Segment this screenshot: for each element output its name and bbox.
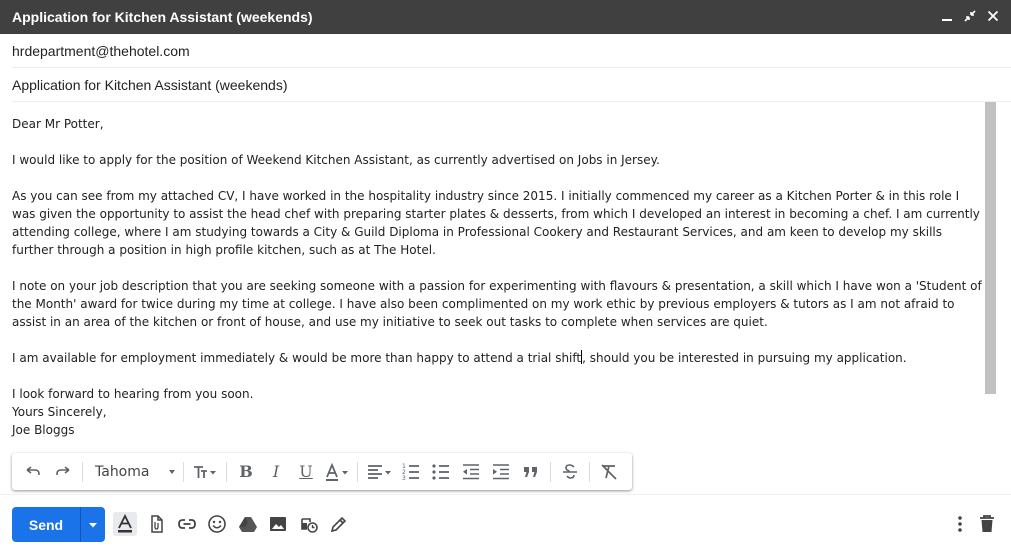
font-family-value: Tahoma: [95, 463, 150, 480]
body-paragraph-4-start: I am available for employment immediately & would be more than happy to attend a trial shift: [12, 351, 582, 365]
body-closing-line: I look forward to hearing from you soon.: [12, 387, 254, 401]
quote-icon[interactable]: [516, 457, 546, 487]
numbered-list-icon[interactable]: [396, 457, 426, 487]
body-greeting: Dear Mr Potter,: [12, 117, 104, 131]
insert-link-icon[interactable]: [175, 512, 199, 536]
align-icon[interactable]: [362, 457, 396, 487]
subject-field[interactable]: [12, 68, 1011, 102]
underline-icon[interactable]: U: [299, 462, 313, 481]
compose-bottom-bar: [0, 494, 1011, 555]
subject-text[interactable]: Application for Kitchen Assistant (weekends): [12, 76, 288, 93]
body-scrollbar[interactable]: [985, 102, 996, 394]
chevron-down-icon: [167, 467, 177, 477]
bold-icon[interactable]: B: [239, 462, 253, 481]
confidential-mode-icon[interactable]: [297, 512, 321, 536]
body-sign-off: Yours Sincerely,: [12, 405, 107, 419]
schedule-send-dropdown[interactable]: [81, 507, 105, 542]
text-color-icon[interactable]: [321, 457, 353, 487]
body-paragraph-4-end: , should you be interested in pursuing my application.: [582, 351, 907, 365]
toolbar-divider: [589, 462, 590, 482]
insert-photo-icon[interactable]: [266, 512, 290, 536]
recipients-field[interactable]: [12, 34, 1011, 68]
message-body[interactable]: [12, 115, 984, 445]
toolbar-divider: [183, 462, 184, 482]
recipient-email[interactable]: hrdepartment@thehotel.com: [12, 42, 190, 59]
minimize-icon[interactable]: [938, 6, 955, 26]
strikethrough-icon[interactable]: [555, 457, 585, 487]
font-size-icon[interactable]: [188, 457, 222, 487]
insert-signature-icon[interactable]: [327, 512, 351, 536]
toolbar-divider: [550, 462, 551, 482]
body-paragraph-2: As you can see from my attached CV, I have worked in the hospitality industry since 2015. I initially commenced my career as a Kitchen Porter & in this role I was given the opportunity to assist the head chef with preparing starter plates & desserts, from which I developed an interest in becoming a chef. I am currently attending college, where I am studying towards a City & Guild Diploma in Professional Cookery and Restaurant Services, and am keen to develop my skills further through a position in high profile kitchen, such as at The Hotel.: [12, 189, 980, 257]
exit-full-screen-icon[interactable]: [961, 6, 978, 26]
font-family-select[interactable]: [87, 457, 179, 487]
bulleted-list-icon[interactable]: [426, 457, 456, 487]
italic-icon[interactable]: I: [272, 462, 280, 481]
discard-draft-icon[interactable]: [975, 512, 999, 536]
indent-less-icon[interactable]: [456, 457, 486, 487]
chevron-down-icon: [88, 520, 98, 530]
body-paragraph-4: [12, 349, 984, 367]
more-options-icon[interactable]: [948, 512, 972, 536]
compose-title-bar[interactable]: [0, 0, 1011, 34]
redo-icon[interactable]: [48, 457, 78, 487]
formatting-toolbar: [12, 453, 632, 490]
svg-text:3: 3: [402, 474, 406, 482]
body-signature: Joe Bloggs: [12, 423, 75, 437]
compose-window-title: Application for Kitchen Assistant (weekends): [12, 9, 313, 25]
svg-text:2: 2: [402, 468, 406, 476]
svg-text:1: 1: [402, 462, 406, 470]
attach-file-icon[interactable]: [144, 512, 168, 536]
toolbar-divider: [82, 462, 83, 482]
indent-more-icon[interactable]: [486, 457, 516, 487]
send-button-main[interactable]: [12, 507, 80, 542]
undo-icon[interactable]: [18, 457, 48, 487]
formatting-options-icon[interactable]: [113, 512, 137, 536]
toolbar-divider: [226, 462, 227, 482]
send-label: Send: [28, 516, 64, 533]
google-drive-icon[interactable]: [236, 512, 260, 536]
close-icon[interactable]: [984, 6, 1001, 26]
body-paragraph-1: I would like to apply for the position of Weekend Kitchen Assistant, as currently advertised on Jobs in Jersey.: [12, 153, 660, 167]
send-button[interactable]: [12, 507, 105, 542]
toolbar-divider: [357, 462, 358, 482]
body-paragraph-3: I note on your job description that you are seeking someone with a passion for experimenting with flavours & presentation, a skill which I have won a 'Student of the Month' award for twice during my time at college. I have also been complimented on my work ethic by previous employers & tutors as I am not afraid to assist in an area of the kitchen or front of house, and use my initiative to seek out tasks to complete when services are quiet.: [12, 279, 982, 329]
insert-emoji-icon[interactable]: [205, 512, 229, 536]
remove-formatting-icon[interactable]: [594, 457, 624, 487]
